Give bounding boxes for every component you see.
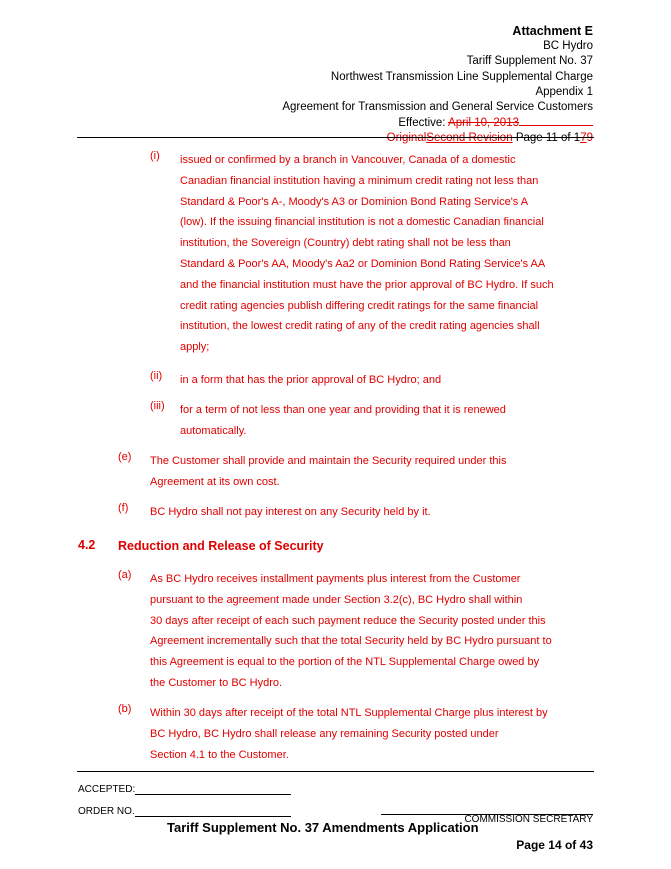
revision-new: Second Revision xyxy=(426,132,513,145)
footer-title: Tariff Supplement No. 37 Amendments Application xyxy=(167,820,479,835)
order-no-label: ORDER NO. xyxy=(78,806,135,817)
order-no-blank xyxy=(135,816,291,817)
text-line: institution, the Sovereign (Country) debt rating shall not be less than xyxy=(180,237,511,250)
order-line xyxy=(78,806,291,817)
text-line: The Customer shall provide and maintain the Security required under this xyxy=(150,455,507,467)
text-line: and the financial institution must have the prior approval of BC Hydro. If such xyxy=(180,278,554,291)
item-f-label: (f) xyxy=(118,502,129,514)
revision-old: Original xyxy=(386,132,427,145)
text-line: Standard & Poor's AA, Moody's Aa2 or Dominion Bond Rating Service's AA xyxy=(180,257,546,270)
text-line: apply; xyxy=(180,341,210,354)
text-line: this Agreement is equal to the portion of the NTL Supplemental Charge owed by xyxy=(150,656,540,669)
page-old-digit: 9 xyxy=(586,132,593,145)
company-name: BC Hydro xyxy=(543,40,593,53)
text-line: As BC Hydro receives installment payments plus interest from the Customer xyxy=(150,573,521,585)
text-line: credit rating agencies publish differing credit ratings for the same financial xyxy=(180,299,539,312)
agreement-title: Agreement for Transmission and General Service Customers xyxy=(282,101,593,114)
text-line: Standard & Poor's A-, Moody's A3 or Dominion Bond Rating Service's A xyxy=(180,195,529,208)
item-e-label: (e) xyxy=(118,451,132,463)
text-line: the Customer to BC Hydro. xyxy=(150,676,283,689)
item-e-text xyxy=(150,451,598,493)
text-line: Section 4.1 to the Customer. xyxy=(150,748,289,761)
commission-secretary-label: COMMISSION SECRETARY xyxy=(464,814,593,825)
text-line: 30 days after receipt of each such payment reduce the Security posted under this xyxy=(150,614,546,627)
footer-page-number: Page 14 of 43 xyxy=(516,838,593,852)
item-b-text xyxy=(150,703,598,765)
text-line: pursuant to the agreement made under Section 3.2(c), BC Hydro shall within xyxy=(150,593,523,606)
effective-old-date: April 10, 2013 xyxy=(448,117,519,130)
item-b-label: (b) xyxy=(118,703,132,715)
text-line: automatically. xyxy=(180,424,247,437)
effective-blank xyxy=(519,115,593,126)
effective-label: Effective: xyxy=(398,117,446,130)
text-line: Within 30 days after receipt of the total NTL Supplemental Charge plus interest by xyxy=(150,707,548,719)
accepted-blank xyxy=(135,794,291,795)
page-prefix: Page 11 of 1 xyxy=(515,132,581,145)
revision-line xyxy=(282,131,593,146)
text-line: institution, the lowest credit rating of any of the credit rating agencies shall xyxy=(180,320,540,333)
footer-rule xyxy=(77,771,594,772)
tariff-supplement: Tariff Supplement No. 37 xyxy=(466,55,593,68)
text-line: Agreement incrementally such that the total Security held by BC Hydro pursuant to xyxy=(150,635,552,648)
text-line: in a form that has the prior approval of BC Hydro; and xyxy=(180,374,442,386)
text-line: for a term of not less than one year and providing that it is renewed xyxy=(180,404,506,416)
item-iii-label: (iii) xyxy=(150,400,165,412)
attachment-label: Attachment E xyxy=(512,24,593,38)
item-ii-text xyxy=(180,370,600,391)
item-a-text xyxy=(150,569,598,694)
section-title: Reduction and Release of Security xyxy=(118,539,324,553)
section-number: 4.2 xyxy=(78,538,96,552)
text-line: issued or confirmed by a branch in Vancouver, Canada of a domestic xyxy=(180,154,516,166)
item-f-text xyxy=(150,502,598,523)
charge-name: Northwest Transmission Line Supplemental Charge xyxy=(330,70,593,83)
item-i-label: (i) xyxy=(150,150,160,162)
header-rule xyxy=(77,137,594,138)
text-line: BC Hydro, BC Hydro shall release any remaining Security posted under xyxy=(150,727,499,740)
text-line: Canadian financial institution having a minimum credit rating not less than xyxy=(180,174,539,187)
text-line: BC Hydro shall not pay interest on any Security held by it. xyxy=(150,506,431,518)
accepted-line xyxy=(78,784,291,795)
text-line: Agreement at its own cost. xyxy=(150,475,280,488)
item-ii-label: (ii) xyxy=(150,370,163,382)
appendix-label: Appendix 1 xyxy=(535,85,593,98)
page-new-digit: 7 xyxy=(580,132,587,145)
item-a-label: (a) xyxy=(118,569,132,581)
text-line: (low). If the issuing financial institution is not a domestic Canadian financial xyxy=(180,216,544,229)
page-header xyxy=(282,24,593,147)
item-i-text xyxy=(180,150,600,358)
effective-date xyxy=(282,115,593,131)
item-iii-text xyxy=(180,400,600,442)
accepted-label: ACCEPTED: xyxy=(78,784,136,795)
